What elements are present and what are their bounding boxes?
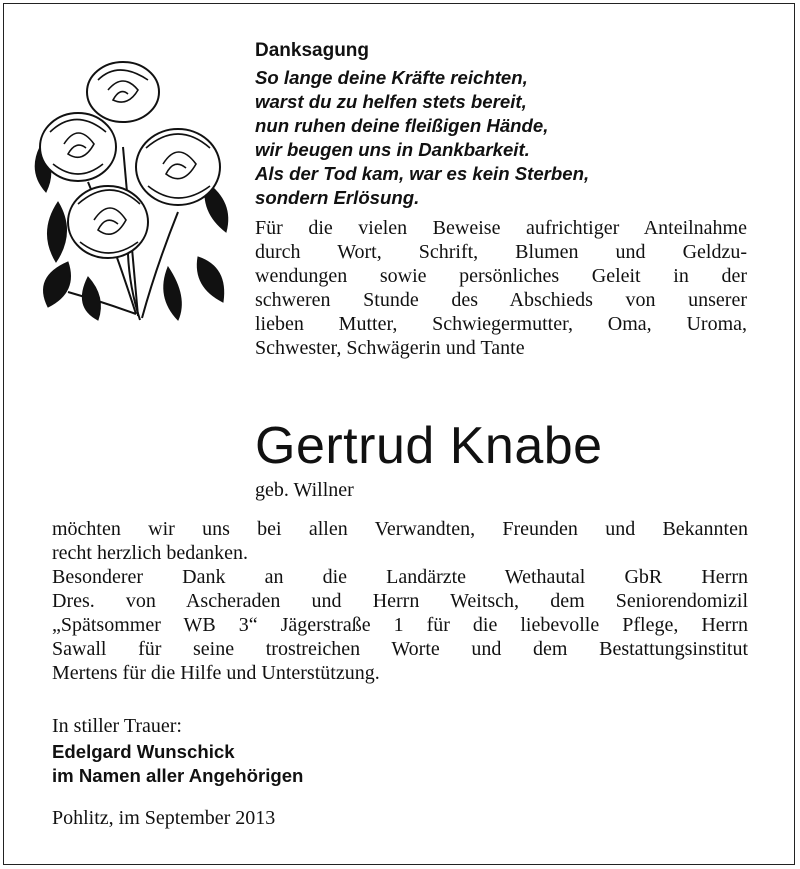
- body-line: Sawall für seine trostreichen Worte und dem Bestattungsinstitut: [52, 638, 748, 660]
- poem-line: Als der Tod kam, war es kein Sterben,: [255, 163, 590, 184]
- body-line: Dres. von Ascheraden und Herrn Weitsch, dem Seniorendomizil: [52, 590, 748, 612]
- thanks-line: schweren Stunde des Abschieds von unserer: [255, 289, 747, 311]
- intro-column: [255, 38, 747, 360]
- poem-line: wir beugen uns in Dankbarkeit.: [255, 139, 530, 160]
- roses-illustration-icon: [28, 52, 238, 324]
- thanks-line: durch Wort, Schrift, Blumen und Geldzu-: [255, 241, 747, 263]
- body-line: Mertens für die Hilfe und Unterstützung.: [52, 662, 380, 684]
- signer-name: Edelgard Wunschick: [52, 741, 235, 762]
- body-line: möchten wir uns bei allen Verwandten, Freunden und Bekannten: [52, 518, 748, 540]
- poem-line: warst du zu helfen stets bereit,: [255, 91, 527, 112]
- poem-line: nun ruhen deine fleißigen Hände,: [255, 115, 549, 136]
- thanks-line: lieben Mutter, Schwiegermutter, Oma, Uroma,: [255, 313, 747, 335]
- signers: [52, 740, 303, 788]
- thanks-line: Schwester, Schwägerin und Tante: [255, 337, 525, 359]
- place-date: Pohlitz, im September 2013: [52, 807, 276, 829]
- thanks-line: Für die vielen Beweise aufrichtiger Anteilnahme: [255, 217, 747, 239]
- mourning-label: In stiller Trauer:: [52, 715, 182, 737]
- body-line: Besonderer Dank an die Landärzte Wethautal GbR Herrn: [52, 566, 748, 588]
- acknowledgement-paragraph: [52, 517, 748, 685]
- thanks-paragraph: [255, 216, 747, 360]
- deceased-name: Gertrud Knabe: [255, 417, 603, 475]
- signer-family: im Namen aller Angehörigen: [52, 765, 304, 786]
- body-line: recht herzlich bedanken.: [52, 542, 249, 564]
- poem: [255, 66, 747, 210]
- body-line: „Spätsommer WB 3“ Jägerstraße 1 für die liebevolle Pflege, Herrn: [52, 614, 748, 636]
- poem-line: So lange deine Kräfte reichten,: [255, 67, 528, 88]
- notice-heading: Danksagung: [255, 40, 370, 61]
- thanks-line: wendungen sowie persönliches Geleit in der: [255, 265, 747, 287]
- poem-line: sondern Erlösung.: [255, 187, 420, 208]
- maiden-name: geb. Willner: [255, 479, 354, 501]
